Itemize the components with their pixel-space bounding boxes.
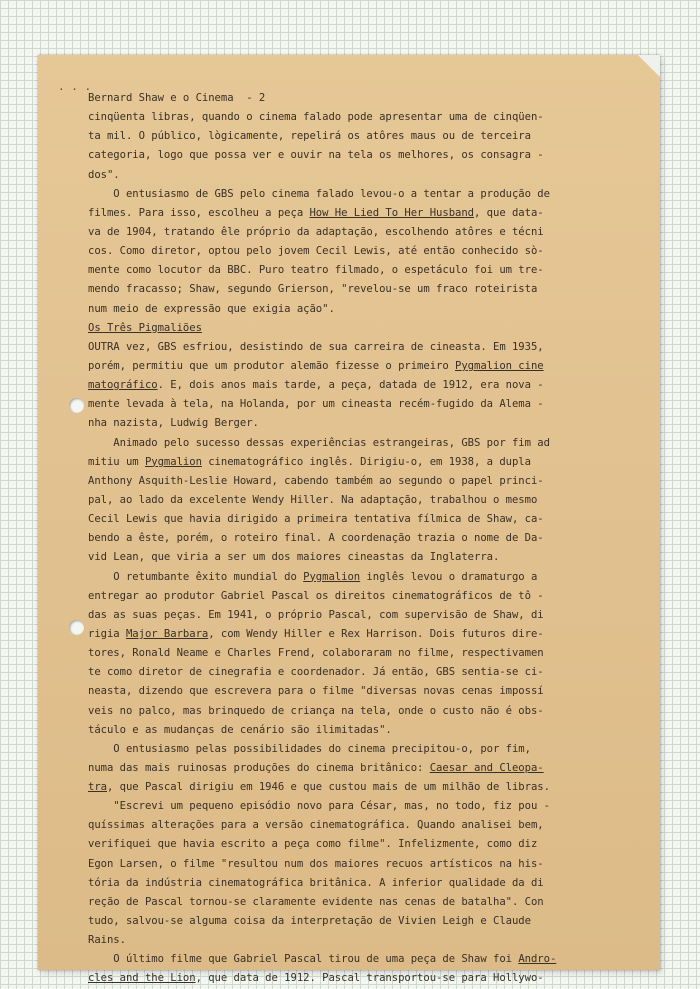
text-line xyxy=(88,395,624,414)
text-line xyxy=(88,931,624,950)
text-segment: Rains. xyxy=(88,934,126,947)
text-segment: das as suas peças. Em 1941, o próprio Pascal, com supervisão de Shaw, di xyxy=(88,608,544,621)
text-line xyxy=(88,529,624,548)
text-line xyxy=(88,185,624,204)
text-line xyxy=(88,127,624,146)
text-segment: . E, dois anos mais tarde, a peça, datada de 1912, era nova - xyxy=(157,379,544,392)
text-line xyxy=(88,606,624,625)
text-segment: 2 xyxy=(258,92,266,104)
running-header xyxy=(88,89,624,108)
text-line xyxy=(88,740,624,759)
text-segment: mitiu um xyxy=(88,455,145,468)
text-line xyxy=(88,357,624,376)
text-line xyxy=(88,587,624,606)
underlined-title: cles and the Lion xyxy=(88,972,196,985)
underlined-title: Pygmalion xyxy=(144,455,202,468)
underlined-title: Major Barbara xyxy=(125,627,209,640)
text-line xyxy=(88,261,624,280)
header-dots: . . . xyxy=(58,80,92,93)
underlined-title: Andro- xyxy=(518,953,557,966)
underlined-title: Pygmalion xyxy=(303,570,361,583)
text-segment: Egon Larsen, o filme "resultou num dos maiores recuos artísticos na his- xyxy=(88,857,544,870)
text-line xyxy=(88,166,624,185)
text-segment: verifiquei que havia escrito a peça como filme". Infelizmente, como diz xyxy=(88,838,538,851)
text-segment: nha nazista, Ludwig Berger. xyxy=(88,417,259,430)
text-line xyxy=(88,472,624,491)
text-line xyxy=(88,969,624,988)
text-segment: cinematográfico inglês. Dirigiu-o, em 1938, a dupla xyxy=(201,455,531,468)
text-segment: te como diretor de cinegrafia e coordenador. Já então, GBS sentia-se ci- xyxy=(88,666,544,679)
text-segment: Animado pelo sucesso dessas experiências estrangeiras, GBS por fim ad xyxy=(88,436,550,449)
text-line xyxy=(88,548,624,567)
text-segment: pal, ao lado da excelente Wendy Hiller. Na adaptação, trabalhou o mesmo xyxy=(88,493,538,506)
text-segment: mente como locutor da BBC. Puro teatro filmado, o espetáculo foi um tre- xyxy=(88,264,544,277)
text-segment: cinqüenta libras, quando o cinema falado pode apresentar uma de cinqüen- xyxy=(88,111,544,124)
text-line xyxy=(88,835,624,854)
text-segment: quíssimas alterações para a versão cinematográfica. Quando analisei bem, xyxy=(88,819,544,832)
text-segment: "Escrevi um pequeno episódio novo para César, mas, no todo, fiz pou - xyxy=(88,800,550,813)
text-line xyxy=(88,855,624,874)
text-segment: categoria, logo que possa ver e ouvir na tela os melhores, os consagra - xyxy=(88,149,544,162)
text-line xyxy=(88,414,624,433)
text-segment: OUTRA vez, GBS esfriou, desistindo de sua carreira de cineasta. Em 1935, xyxy=(88,340,544,353)
folded-corner xyxy=(638,55,660,77)
underlined-title: How He Lied To Her Husband xyxy=(309,206,475,219)
text-line xyxy=(88,721,624,740)
punch-hole xyxy=(69,398,84,413)
text-line xyxy=(88,568,624,587)
text-segment: , que data- xyxy=(474,206,544,219)
text-segment: O entusiasmo pelas possibilidades do cinema precipitou-o, por fim, xyxy=(88,742,531,755)
text-line xyxy=(88,280,624,299)
text-line xyxy=(88,702,624,721)
text-segment: táculo e as mudanças de cenário são ilimitadas". xyxy=(88,723,392,736)
text-segment: O último filme que Gabriel Pascal tirou de uma peça de Shaw foi xyxy=(88,953,519,966)
text-segment: tória da indústria cinematográfica britânica. A inferior qualidade da di xyxy=(88,876,544,889)
text-line xyxy=(88,950,624,969)
text-line xyxy=(88,491,624,510)
text-line xyxy=(88,376,624,395)
text-line xyxy=(88,663,624,682)
text-segment: tores, Ronald Neame e Charles Frend, colaboraram no filme, respectivamen xyxy=(88,647,544,660)
punch-hole xyxy=(69,620,84,635)
text-segment: numa das mais ruinosas produções do cinema britânico: xyxy=(88,761,430,774)
text-segment: O entusiasmo de GBS pelo cinema falado levou-o a tentar a produção de xyxy=(88,187,550,200)
text-line xyxy=(88,893,624,912)
text-segment: porém, permitiu que um produtor alemão fizesse o primeiro xyxy=(88,359,456,372)
text-line xyxy=(88,300,624,319)
text-line xyxy=(88,204,624,223)
underlined-title: matográfico xyxy=(88,379,158,392)
text-segment: , que Pascal dirigiu em 1946 e que custou mais de um milhão de libras. xyxy=(106,781,550,794)
text-line xyxy=(88,912,624,931)
text-segment: vid Lean, que viria a ser um dos maiores cineastas da Inglaterra. xyxy=(88,551,500,564)
text-segment: inglês levou o dramaturgo a xyxy=(360,570,538,583)
text-line xyxy=(88,797,624,816)
text-line xyxy=(88,319,624,338)
text-line xyxy=(88,453,624,472)
text-segment: dos". xyxy=(88,168,120,181)
body-text xyxy=(88,89,624,989)
text-line xyxy=(88,510,624,529)
text-line xyxy=(88,682,624,701)
text-segment: tudo, salvou-se alguma coisa da interpretação de Vivien Leigh e Claude xyxy=(88,915,531,928)
text-line xyxy=(88,874,624,893)
text-line xyxy=(88,778,624,797)
text-segment: filmes. Para isso, escolheu a peça xyxy=(88,206,310,219)
text-line xyxy=(88,108,624,127)
text-line xyxy=(88,816,624,835)
text-segment: Bernard Shaw e o Cinema - xyxy=(88,92,259,104)
text-segment: Anthony Asquith-Leslie Howard, cabendo também ao segundo o papel princi- xyxy=(88,474,544,487)
text-line xyxy=(88,434,624,453)
text-line xyxy=(88,644,624,663)
text-segment: veis no palco, mas brinquedo de criança na tela, onde o custo não é obs- xyxy=(88,704,544,717)
text-line xyxy=(88,146,624,165)
text-line xyxy=(88,223,624,242)
underlined-title: tra xyxy=(88,781,107,794)
text-segment: num meio de expressão que exigia ação". xyxy=(88,302,335,315)
text-segment: va de 1904, tratando êle próprio da adaptação, escolhendo atôres e técni xyxy=(88,225,544,238)
text-line xyxy=(88,625,624,644)
underlined-title: Pygmalion cine xyxy=(455,359,544,372)
underlined-title: Os Três Pigmaliões xyxy=(88,321,202,334)
text-line xyxy=(88,242,624,261)
text-segment: entregar ao produtor Gabriel Pascal os direitos cinematográficos de tô - xyxy=(88,589,544,602)
typewritten-page xyxy=(38,55,660,985)
text-segment: mendo fracasso; Shaw, segundo Grierson, "revelou-se um fraco roteirista xyxy=(88,283,538,296)
text-segment: Cecil Lewis que havia dirigido a primeira tentativa fílmica de Shaw, ca- xyxy=(88,513,544,526)
text-segment: mente levada à tela, na Holanda, por um cineasta recém-fugido da Alema - xyxy=(88,398,544,411)
text-segment: , com Wendy Hiller e Rex Harrison. Dois futuros dire- xyxy=(208,627,544,640)
text-segment: bendo a êste, porém, o roteiro final. A coordenação trazia o nome de Da- xyxy=(88,532,544,545)
text-segment: neasta, dizendo que escrevera para o filme "diversas novas cenas impossí xyxy=(88,685,544,698)
text-line xyxy=(88,759,624,778)
underlined-title: Caesar and Cleopa- xyxy=(429,761,544,774)
text-segment: , que data de 1912. Pascal transportou-se para Hollywo- xyxy=(195,972,544,985)
text-segment: O retumbante êxito mundial do xyxy=(88,570,304,583)
text-line xyxy=(88,338,624,357)
text-segment: reção de Pascal tornou-se claramente evidente nas cenas de batalha". Con xyxy=(88,895,544,908)
text-segment: ta mil. O público, lògicamente, repelirá os atôres maus ou de terceira xyxy=(88,130,531,143)
text-segment: cos. Como diretor, optou pelo jovem Cecil Lewis, até então conhecido sò- xyxy=(88,245,544,258)
text-segment: rigia xyxy=(88,627,126,640)
